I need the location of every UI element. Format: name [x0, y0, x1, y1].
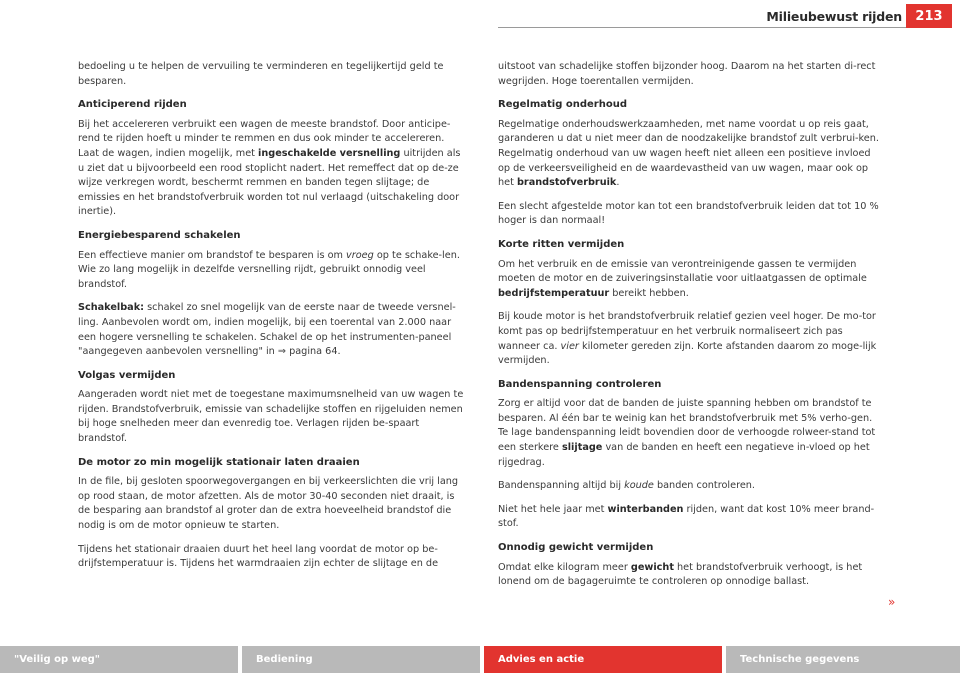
paragraph	[498, 479, 883, 494]
section-tab-bar	[0, 646, 960, 673]
paragraph: bedoeling u te helpen de vervuiling te verminderen en tegelijkertijd geld te besparen.	[78, 61, 444, 87]
paragraph	[498, 561, 883, 590]
text-run: van de banden en heeft een negatieve in-vloed op het rijgedrag.	[498, 442, 870, 468]
paragraph: Een slecht afgestelde motor kan tot een brandstofverbruik leiden dat tot 10 % hoger is dan normaal!	[498, 200, 879, 227]
page-reference-link[interactable]: ⇒ pagina 64	[277, 346, 338, 358]
text-run: Zorg er altijd voor dat de banden de juiste spanning hebben om brandstof te besparen. Al één bar te weinig kan het brandstofverbruik met 5% verho-gen. Te lage bandenspanning leidt bovendien door de verhoogde rolweer-stand tot een sterkere	[498, 398, 876, 454]
section-heading: Anticiperend rijden	[78, 99, 187, 111]
text-run: .	[337, 346, 341, 358]
text-run: bereikt hebben.	[609, 287, 689, 299]
text-run: Bandenspanning altijd bij	[498, 480, 625, 492]
bold-term: winterbanden	[607, 503, 684, 515]
text-run: .	[616, 177, 620, 189]
paragraph	[78, 249, 468, 293]
section-heading: Energiebesparend schakelen	[78, 229, 241, 241]
text-run: Niet het hele jaar met	[498, 503, 608, 515]
section-heading: Korte ritten vermijden	[498, 238, 625, 250]
italic-term: vroeg	[346, 249, 374, 261]
page-header	[0, 0, 960, 28]
paragraph: Aangeraden wordt niet met de toegestane maximumsnelheid van uw wagen te rijden. Brandstofverbruik, emissie van schadelijke stoffen en rijgeluiden nemen bij hoge snelheden meer dan evenredig toe. Verlagen rijden be-spaart brandstof.	[78, 389, 464, 445]
bold-term: slijtage	[561, 442, 603, 454]
text-run: kilometer gereden zijn. Korte afstanden daarom zo moge-lijk vermijden.	[498, 340, 877, 367]
text-run: het brandstofverbruik verhoogt, is het lonend om de bagageruimte te controleren op onnodige ballast.	[498, 561, 863, 588]
bold-term: bedrijfstemperatuur	[498, 287, 610, 299]
left-column	[78, 60, 468, 581]
right-column	[498, 60, 883, 599]
bold-term: gewicht	[630, 561, 674, 573]
tab-bediening[interactable]: Bediening	[242, 646, 480, 673]
text-run: rijden, want dat kost 10% meer brand-stof.	[498, 503, 875, 530]
tab-technische-gegevens[interactable]: Technische gegevens	[726, 646, 960, 673]
chapter-title: Milieubewust rijden	[766, 9, 902, 24]
text-run: Omdat elke kilogram meer	[498, 561, 631, 573]
section-heading: Onnodig gewicht vermijden	[498, 542, 654, 554]
text-run: banden controleren.	[653, 480, 756, 492]
text-run: Bij koude motor is het brandstofverbruik relatief gezien veel hoger. De mo-tor komt pas op bedrijfstemperatuur en het verbruik normaliseert zich pas wanneer ca.	[498, 311, 876, 352]
section-heading: Regelmatig onderhoud	[498, 99, 627, 111]
bold-term: brandstofverbruik	[516, 177, 617, 189]
paragraph	[498, 258, 883, 302]
page-number-badge: 213	[906, 4, 952, 28]
italic-term: koude	[624, 480, 654, 492]
continue-arrow-icon: »	[888, 595, 896, 609]
paragraph	[498, 118, 883, 191]
bold-term: Schakelbak:	[78, 302, 145, 314]
tab-veilig-op-weg[interactable]: "Veilig op weg"	[0, 646, 238, 673]
section-heading: De motor zo min mogelijk stationair laten draaien	[78, 456, 360, 468]
text-run: Regelmatige onderhoudswerkzaamheden, met name voordat u op reis gaat, garanderen u dat u niet meer dan de noodzakelijke brandstof zult verbrui-ken. Regelmatig onderhoud van uw wagen heeft niet alleen een positieve invloed op de verkeersveiligheid en de waardevastheid van uw wagen, maar ook op het	[498, 118, 879, 189]
bold-term: ingeschakelde versnelling	[258, 147, 401, 159]
paragraph	[78, 301, 468, 359]
text-run: schakel zo snel mogelijk van de eerste naar de tweede versnel-ling. Aanbevolen wordt om, indien mogelijk, bij een toerental van 2.000 naar een hogere versnelling te schakelen. Schakel de op het instrumenten-paneel "aangegeven aanbevolen versnelling" in	[78, 302, 456, 358]
italic-term: vier	[560, 340, 579, 352]
text-run: Om het verbruik en de emissie van verontreinigende gassen te vermijden moeten de motor en de zuiveringsinstallatie voor uitlaatgassen de optimale	[498, 258, 867, 285]
paragraph: In de file, bij gesloten spoorwegovergangen en bij verkeerslichten die vrij lang op rood staan, de motor afzetten. Als de motor 30-40 seconden niet draait, is de besparing aan brandstof al groter dan de extra hoeveelheid brandstof die nodig is om de motor opnieuw te starten.	[78, 476, 459, 532]
tab-advies-en-actie[interactable]: Advies en actie	[484, 646, 722, 673]
section-heading: Volgas vermijden	[78, 369, 176, 381]
paragraph: uitstoot van schadelijke stoffen bijzonder hoog. Daarom na het starten di-rect wegrijden. Hoge toerentallen vermijden.	[498, 61, 876, 87]
paragraph	[78, 118, 468, 220]
text-run: op te schake-len. Wie zo lang mogelijk in dezelfde versnelling rijdt, gebruikt onnodig veel brandstof.	[78, 249, 460, 290]
paragraph	[498, 503, 883, 532]
paragraph	[498, 397, 883, 470]
paragraph: Tijdens het stationair draaien duurt het heel lang voordat de motor op be-drijfstemperatuur is. Tijdens het warmdraaien zijn echter de slijtage en de	[78, 543, 439, 570]
text-run: Een effectieve manier om brandstof te besparen is om	[78, 249, 347, 261]
section-heading: Bandenspanning controleren	[498, 378, 662, 390]
header-rule	[498, 27, 910, 28]
paragraph	[498, 310, 883, 368]
text-run: Bij het accelereren verbruikt een wagen de meeste brandstof. Door anticipe-rend te rijden hoeft u minder te remmen en dus ook minder te accelereren. Laat de wagen, indien mogelijk, met	[78, 118, 451, 159]
text-run: uitrijden als u ziet dat u bijvoorbeeld een rood stoplicht nadert. Het remeffect dat op de-ze wijze verkregen wordt, beschermt remmen en banden tegen slijtage; de emissies en het brandstofverbruik worden tot nul verlaagd (uitschakeling door inertie).	[78, 147, 461, 218]
